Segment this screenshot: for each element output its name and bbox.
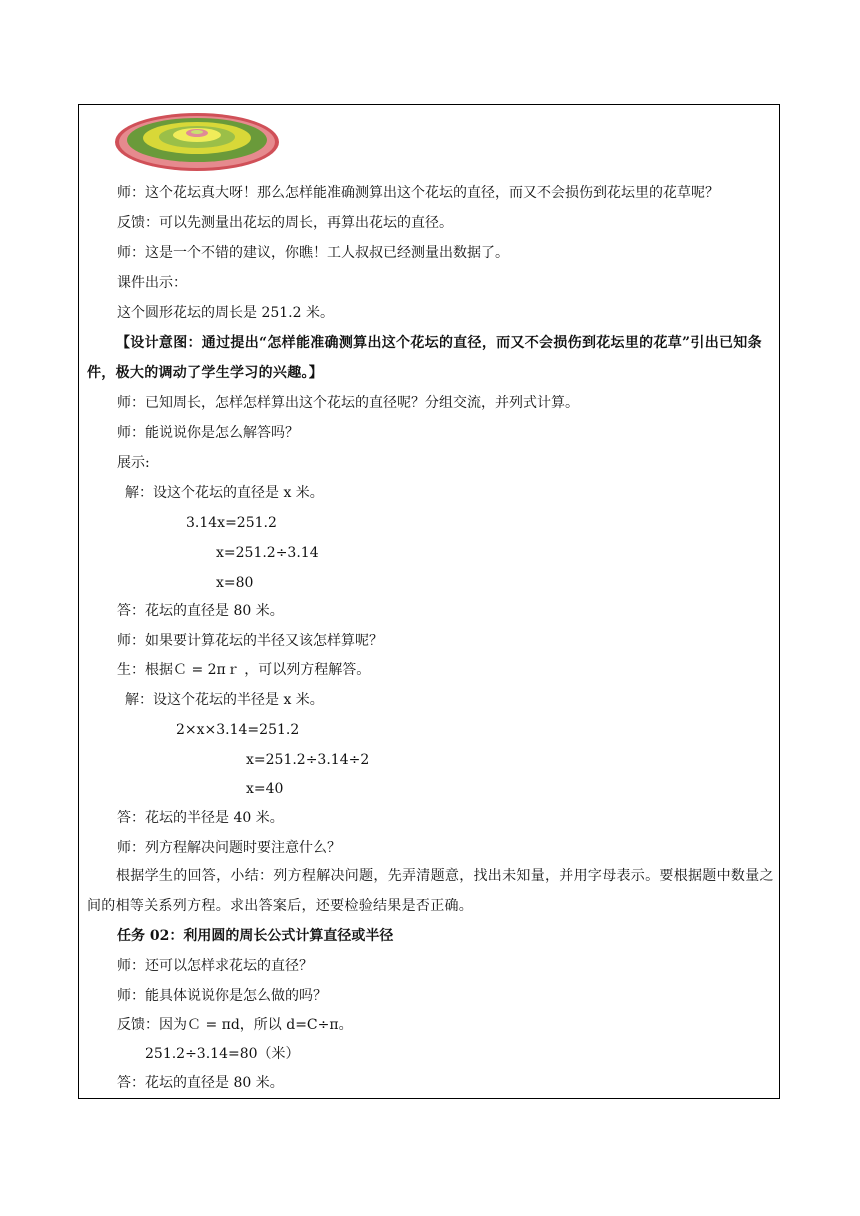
- text-line: 师：这是一个不错的建议，你瞧！工人叔叔已经测量出数据了。: [117, 245, 509, 261]
- summary-paragraph: 根据学生的回答，小结：列方程解决问题，先弄清题意，找出未知量，并用字母表示。要根据题中数量之间的相等关系列方程。求出答案后，还要检验结果是否正确。: [87, 868, 774, 914]
- text-line: 师：已知周长，怎样怎样算出这个花坛的直径呢？分组交流，并列式计算。: [117, 395, 579, 411]
- text-line: 解：设这个花坛的直径是 x 米。: [125, 485, 324, 501]
- text-line: 师：列方程解决问题时要注意什么？: [117, 840, 341, 856]
- text-line: 反馈：可以先测量出花坛的周长，再算出花坛的直径。: [117, 215, 453, 231]
- equation: x=80: [216, 575, 254, 591]
- text-line: 师：能说说你是怎么解答吗？: [117, 425, 299, 441]
- text-line: 答：花坛的直径是 80 米。: [117, 603, 284, 619]
- equation: x=251.2÷3.14÷2: [246, 752, 370, 768]
- text-line: 答：花坛的直径是 80 米。: [117, 1075, 284, 1091]
- text-line: 生：根据Ｃ = 2πｒ ，可以列方程解答。: [117, 662, 371, 678]
- text-line: 答：花坛的半径是 40 米。: [117, 810, 284, 826]
- text-line: 师：如果要计算花坛的半径又该怎样算呢？: [117, 633, 383, 649]
- task-heading: 任务 02：利用圆的周长公式计算直径或半径: [117, 928, 394, 944]
- text-line: 课件出示：: [117, 275, 187, 291]
- text-line: 师：能具体说说你是怎么做的吗？: [117, 988, 327, 1004]
- equation: 2×x×3.14=251.2: [176, 722, 300, 738]
- equation: 3.14x=251.2: [186, 515, 277, 531]
- equation: x=251.2÷3.14: [216, 545, 319, 561]
- text-line: 师：这个花坛真大呀！那么怎样能准确测算出这个花坛的直径，而又不会损伤到花坛里的花草呢？: [117, 185, 719, 201]
- flower-bed-illustration: [114, 108, 280, 172]
- text-line: 展示:: [117, 455, 150, 471]
- design-intent: 【设计意图：通过提出“怎样能准确测算出这个花坛的直径，而又不会损伤到花坛里的花草”引出已知条件，极大的调动了学生学习的兴趣。】: [87, 335, 762, 381]
- text-line: 师：还可以怎样求花坛的直径？: [117, 958, 313, 974]
- text-line: 这个圆形花坛的周长是 251.2 米。: [117, 305, 334, 321]
- equation: x=40: [246, 781, 284, 797]
- text-line: 解：设这个花坛的半径是 x 米。: [125, 692, 324, 708]
- equation: 251.2÷3.14=80（米）: [145, 1046, 300, 1062]
- text-line: 反馈：因为Ｃ = πd，所以 d=C÷π。: [117, 1017, 353, 1033]
